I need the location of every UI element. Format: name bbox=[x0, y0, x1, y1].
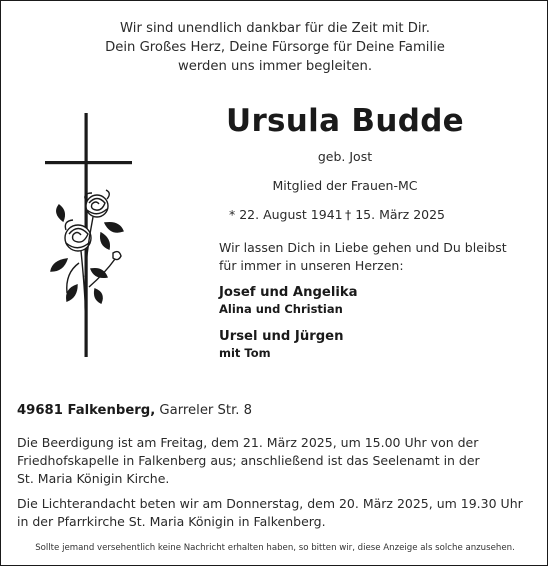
membership: Mitglied der Frauen-MC bbox=[272, 178, 418, 193]
address-city: 49681 Falkenberg, bbox=[17, 403, 156, 418]
quote-line: Wir lassen Dich in Liebe gehen und Du bleibst bbox=[219, 240, 507, 255]
cross-with-roses-illustration bbox=[41, 113, 141, 358]
mourner-family: mit Tom bbox=[219, 346, 271, 360]
funeral-line: Friedhofskapelle in Falkenberg aus; anschließend ist das Seelenamt in der bbox=[17, 453, 480, 468]
birth-name: geb. Jost bbox=[317, 149, 373, 164]
intro-line: werden uns immer begleiten. bbox=[177, 59, 373, 74]
vigil-line: Die Lichterandacht beten wir am Donnerstag, dem 20. März 2025, um 19.30 Uhr bbox=[17, 496, 523, 511]
funeral-line: St. Maria Königin Kirche. bbox=[17, 471, 170, 486]
mourner-family: Alina und Christian bbox=[219, 302, 343, 316]
funeral-line: Die Beerdigung ist am Freitag, dem 21. März 2025, um 15.00 Uhr von der bbox=[17, 435, 479, 450]
mourner-group bbox=[219, 285, 358, 316]
deceased-name: Ursula Budde bbox=[225, 103, 465, 139]
mourner-group bbox=[219, 329, 344, 360]
intro-line: Wir sind unendlich dankbar für die Zeit mit Dir. bbox=[120, 21, 430, 36]
mourning-address bbox=[17, 403, 252, 418]
mourner-names: Josef und Angelika bbox=[219, 285, 358, 300]
funeral-details bbox=[17, 434, 480, 488]
vigil-details bbox=[17, 495, 523, 531]
footnote: Sollte jemand versehentlich keine Nachricht erhalten haben, so bitten wir, diese Anzeige als solche anzusehen. bbox=[35, 543, 515, 553]
birth-date: * 22. August 1941 bbox=[229, 207, 343, 222]
mourner-names: Ursel und Jürgen bbox=[219, 329, 344, 344]
intro-line: Dein Großes Herz, Deine Fürsorge für Deine Familie bbox=[105, 40, 445, 55]
quote-line: für immer in unseren Herzen: bbox=[219, 258, 404, 273]
address-street: Garreler Str. 8 bbox=[159, 403, 253, 418]
intro-verse bbox=[1, 19, 549, 76]
farewell-quote bbox=[219, 239, 507, 275]
vigil-line: in der Pfarrkirche St. Maria Königin in Falkenberg. bbox=[17, 514, 326, 529]
death-date: † 15. März 2025 bbox=[345, 207, 446, 222]
